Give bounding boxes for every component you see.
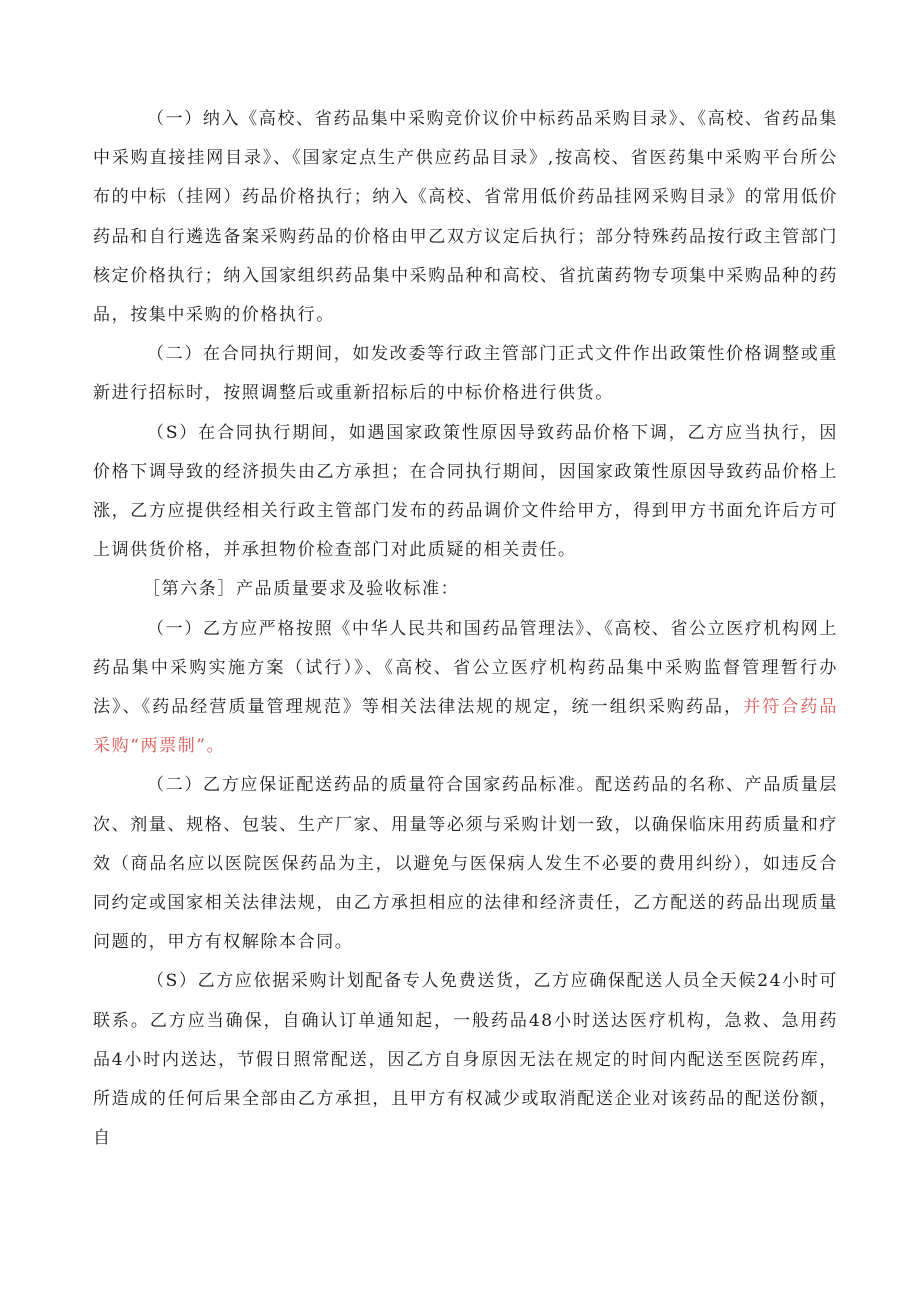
paragraph-procurement-law-text: （一）乙方应严格按照《中华人民共和国药品管理法》、《高校、省公立医疗机构网上药品集中采购实施方案（试行）》、《高校、省公立医疗机构药品集中采购监督管理暂行办法》、《药品经营质量管理规范》等相关法律法规的规定，统一组织采购药品， <box>93 618 838 718</box>
paragraph-delivery: （S）乙方应依据采购计划配备专人免费送货，乙方应确保配送人员全天候24小时可联系。乙方应当确保，自确认订单通知起，一般药品48小时送达医疗机构，急救、急用药品4小时内送达，节假日照常配送，因乙方自身原因无法在规定的时间内配送至医院药库，所造成的任何后果全部由乙方承担，且甲方有权减少或取消配送企业对该药品的配送份额，自 <box>93 971 838 1149</box>
two-invoice-highlight: 并符合药品采购“两票制”。 <box>93 697 839 757</box>
document-page <box>93 100 838 1158</box>
article-six-heading: ［第六条］产品质量要求及验收标准： <box>143 579 460 600</box>
paragraph-price-policy: （S）在合同执行期间，如遇国家政策性原因导致药品价格下调，乙方应当执行，因价格下调导致的经济损失由乙方承担；在合同执行期间，因国家政策性原因导致药品价格上涨，乙方应提供经相关行政主管部门发布的药品调价文件给甲方，得到甲方书面允许后方可上调供货价格，并承担物价检查部门对此质疑的相关责任。 <box>93 422 838 561</box>
paragraph-procurement-law <box>93 610 838 767</box>
paragraph-price-adjustment: （二）在合同执行期间，如发改委等行政主管部门正式文件作出政策性价格调整或重新进行招标时，按照调整后或重新招标后的中标价格进行供货。 <box>93 344 838 404</box>
paragraph-price-catalog: （一）纳入《高校、省药品集中采购竞价议价中标药品采购目录》、《高校、省药品集中采购直接挂网目录》、《国家定点生产供应药品目录》,按高校、省医药集中采购平台所公布的中标（挂网）药品价格执行；纳入《高校、省常用低价药品挂网采购目录》的常用低价药品和自行遴选备案采购药品的价格由甲乙双方议定后执行；部分特殊药品按行政主管部门核定价格执行；纳入国家组织药品集中采购品种和高校、省抗菌药物专项集中采购品种的药品，按集中采购的价格执行。 <box>93 109 838 326</box>
paragraph-quality-standard: （二）乙方应保证配送药品的质量符合国家药品标准。配送药品的名称、产品质量层次、剂量、规格、包装、生产厂家、用量等必须与采购计划一致，以确保临床用药质量和疗效（商品名应以医院医保药品为主，以避免与医保病人发生不必要的费用纠纷），如违反合同约定或国家相关法律法规，由乙方承担相应的法律和经济责任，乙方配送的药品出现质量问题的，甲方有权解除本合同。 <box>93 775 838 953</box>
